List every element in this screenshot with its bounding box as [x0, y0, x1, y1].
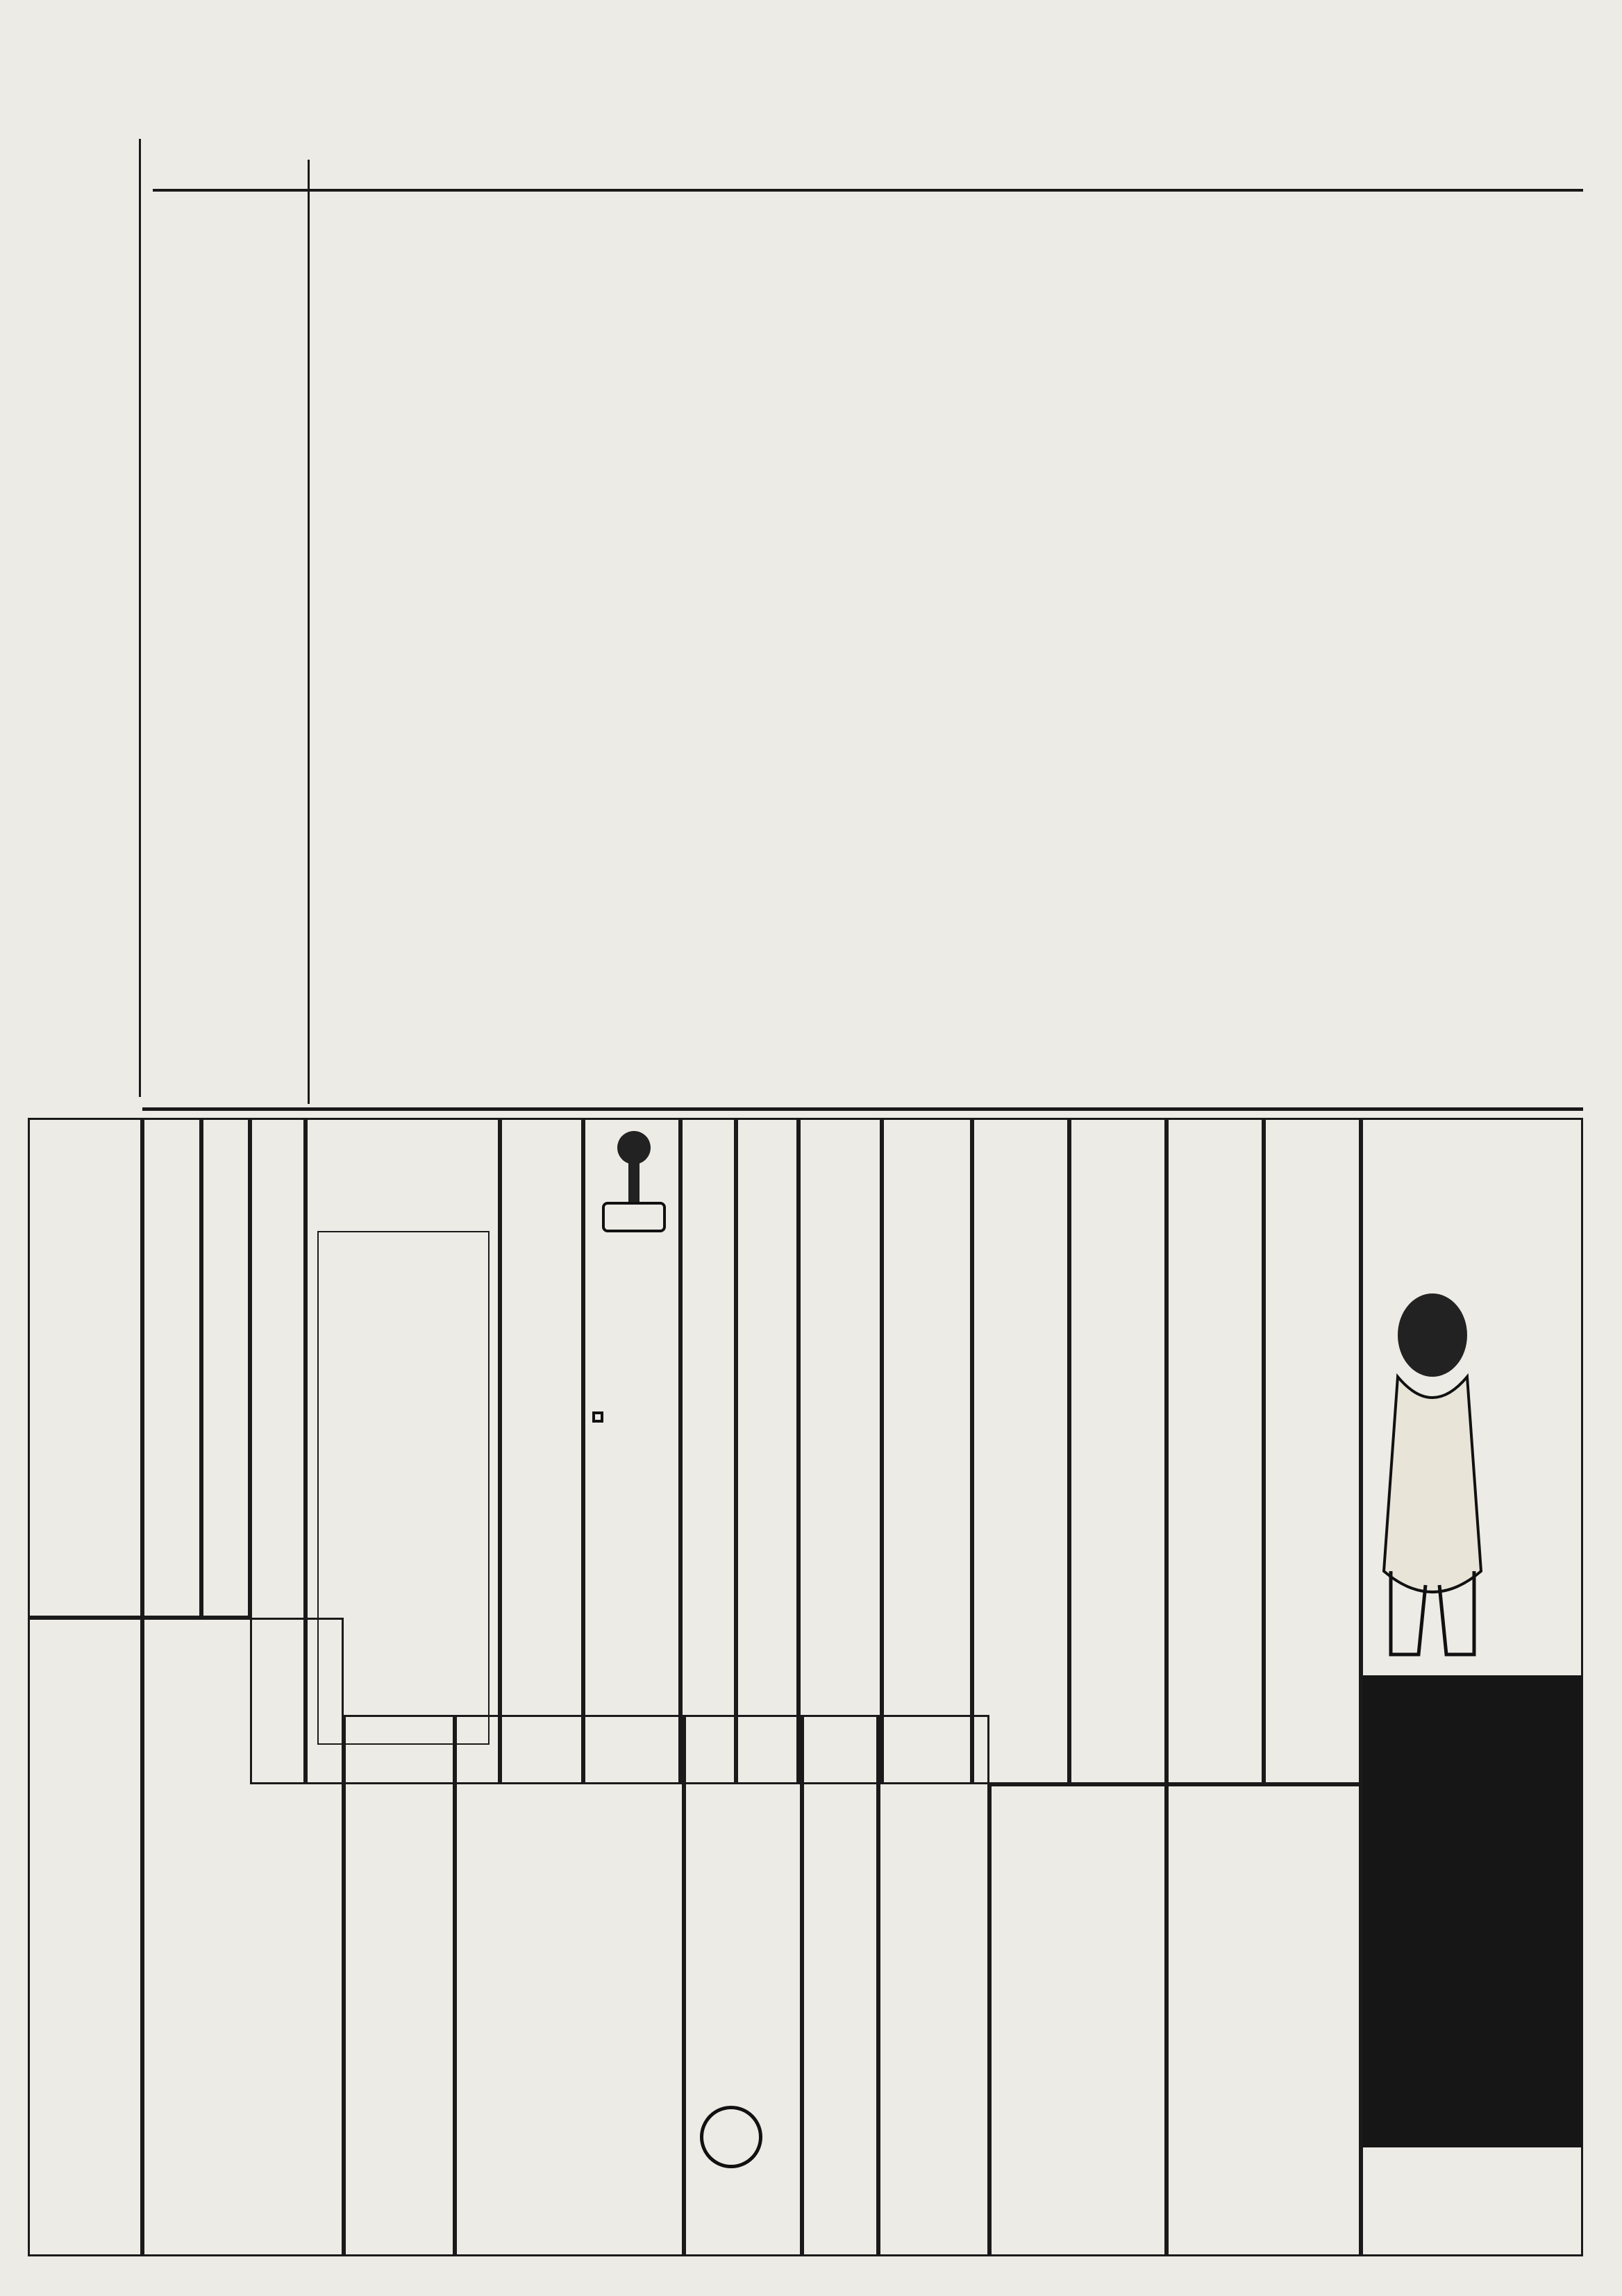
ad-pingliu [1167, 1118, 1264, 1784]
ad-zhou [736, 1118, 799, 1784]
xinxing-slogan-box [1363, 1675, 1582, 2147]
masthead-rule [153, 189, 1583, 192]
ad-libao [142, 1618, 344, 2256]
xinxing-figure-icon [1377, 1280, 1488, 1668]
article-conclusion [312, 764, 674, 1097]
science-body-right [1180, 486, 1583, 1090]
ad-zhonghua [882, 1118, 972, 1784]
chenyiming-seal [700, 2106, 762, 2168]
xiangjian-stamp-icon [599, 1127, 669, 1238]
doctor-ad-rule [308, 160, 310, 1104]
ad-tangxiyin [142, 1118, 201, 1618]
ad-xiangjian [583, 1118, 680, 1784]
ad-xinxing [1361, 1118, 1583, 2256]
ad-chenyiming [684, 1715, 802, 2256]
ad-qiuqingyun [201, 1118, 250, 1618]
ad-renji [802, 1715, 878, 2256]
ad-hongji [878, 1715, 989, 2256]
ad-dahua [1264, 1118, 1361, 1784]
ad-marriage [799, 1118, 882, 1784]
ad-shanji [28, 1618, 142, 2256]
xiangjian-seal [592, 1411, 603, 1423]
doctor-ad [142, 139, 306, 1111]
ad-xiandai [1069, 1118, 1167, 1784]
ad-zhonghua-lower [989, 1784, 1167, 2256]
ad-dadong [344, 1715, 455, 2256]
ad-tongfeng [972, 1118, 1069, 1784]
ad-zhongji [28, 1118, 142, 1618]
conclusion-body [312, 764, 618, 1090]
article-science [680, 486, 1583, 1097]
ad-lower-contacts [1167, 1784, 1361, 2256]
left-column-rule [139, 139, 141, 1097]
mid-page-rule [142, 1107, 1583, 1111]
ad-dakang [500, 1118, 583, 1784]
science-body-left [680, 486, 1111, 1090]
ad-anning [455, 1715, 684, 2256]
ad-fang [680, 1118, 736, 1784]
